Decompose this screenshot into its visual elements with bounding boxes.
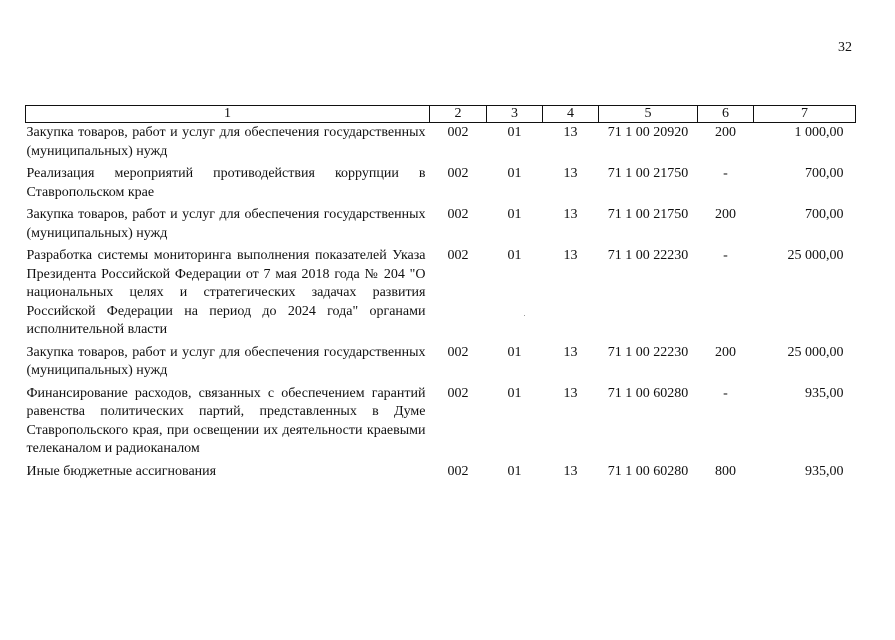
budget-table bbox=[25, 105, 856, 484]
row-name: Закупка товаров, работ и услуг для обеспечения государственных (муниципальных) нужд bbox=[26, 344, 426, 378]
row-code-6: - bbox=[723, 166, 728, 181]
row-code-5: 71 1 00 22230 bbox=[607, 344, 689, 360]
row-code-3: 01 bbox=[507, 248, 522, 263]
row-name: Реализация мероприятий противодействия коррупции в Ставропольском крае bbox=[26, 166, 426, 200]
table-row bbox=[26, 384, 856, 462]
row-code-4: 13 bbox=[563, 125, 578, 140]
row-code-6: - bbox=[723, 248, 728, 263]
column-header-3: 3 bbox=[487, 106, 543, 123]
row-code-4: 13 bbox=[563, 207, 578, 222]
row-code-2: 002 bbox=[447, 344, 469, 360]
row-code-6: 200 bbox=[715, 125, 736, 140]
row-sum: 700,00 bbox=[805, 207, 844, 222]
row-code-6: 800 bbox=[715, 463, 736, 479]
row-code-2: 002 bbox=[447, 463, 469, 479]
row-code-2: 002 bbox=[447, 207, 469, 222]
column-header-1: 1 bbox=[26, 106, 430, 123]
row-code-4: 13 bbox=[563, 344, 578, 360]
table-row bbox=[26, 164, 856, 205]
row-name: Иные бюджетные ассигнования bbox=[26, 463, 217, 479]
row-code-3: 01 bbox=[507, 207, 522, 222]
table-row bbox=[26, 123, 856, 165]
column-header-2: 2 bbox=[430, 106, 487, 123]
table-row bbox=[26, 343, 856, 384]
row-code-6: - bbox=[723, 385, 728, 401]
column-header-4: 4 bbox=[543, 106, 599, 123]
row-name: Закупка товаров, работ и услуг для обеспечения государственных (муниципальных) нужд bbox=[26, 207, 426, 241]
row-code-2: 002 bbox=[447, 125, 469, 140]
page-number: 32 bbox=[838, 40, 852, 55]
row-code-3: 01 bbox=[507, 385, 522, 401]
row-code-3: 01 bbox=[507, 125, 522, 140]
row-sum: 700,00 bbox=[805, 166, 844, 181]
row-code-5: 71 1 00 21750 bbox=[607, 166, 689, 181]
row-sum: 25 000,00 bbox=[787, 248, 844, 263]
table-row bbox=[26, 246, 856, 343]
row-code-6: 200 bbox=[715, 207, 736, 222]
row-code-5: 71 1 00 20920 bbox=[607, 125, 689, 140]
row-code-3: 01 bbox=[507, 463, 522, 479]
row-sum: 935,00 bbox=[805, 385, 844, 401]
column-header-5: 5 bbox=[599, 106, 698, 123]
row-code-5: 71 1 00 60280 bbox=[607, 385, 689, 401]
column-header-6: 6 bbox=[698, 106, 754, 123]
row-code-6: 200 bbox=[715, 344, 736, 360]
row-code-5: 71 1 00 22230 bbox=[607, 248, 689, 263]
row-name: Закупка товаров, работ и услуг для обеспечения государственных (муниципальных) нужд bbox=[26, 125, 426, 159]
table-row bbox=[26, 205, 856, 246]
row-name: Разработка системы мониторинга выполнения показателей Указа Президента Российской Федерации от 7 мая 2018 года № 204 "О национальных целях и стратегических задачах развития Российской Федерации на период до 2024 года" органами исполнительной власти bbox=[26, 248, 426, 337]
row-code-4: 13 bbox=[563, 463, 578, 479]
row-sum: 25 000,00 bbox=[787, 344, 844, 360]
row-code-2: 002 bbox=[447, 166, 469, 181]
row-name: Финансирование расходов, связанных с обеспечением гарантий равенства политических партий, представленных в Думе Ставропольского края, при освещении их деятельности краевыми телеканалом и радиоканалом bbox=[26, 385, 426, 456]
header-row bbox=[26, 106, 856, 123]
row-code-3: 01 bbox=[507, 166, 522, 181]
row-code-5: 71 1 00 21750 bbox=[607, 207, 689, 222]
row-sum: 1 000,00 bbox=[794, 125, 844, 140]
row-code-3: 01 bbox=[507, 344, 522, 360]
row-code-2: 002 bbox=[447, 248, 469, 263]
row-code-4: 13 bbox=[563, 248, 578, 263]
scan-speck bbox=[524, 315, 525, 316]
row-sum: 935,00 bbox=[805, 463, 844, 479]
row-code-4: 13 bbox=[563, 385, 578, 401]
table-row bbox=[26, 462, 856, 485]
row-code-2: 002 bbox=[447, 385, 469, 401]
column-header-7: 7 bbox=[754, 106, 856, 123]
row-code-4: 13 bbox=[563, 166, 578, 181]
row-code-5: 71 1 00 60280 bbox=[607, 463, 689, 479]
